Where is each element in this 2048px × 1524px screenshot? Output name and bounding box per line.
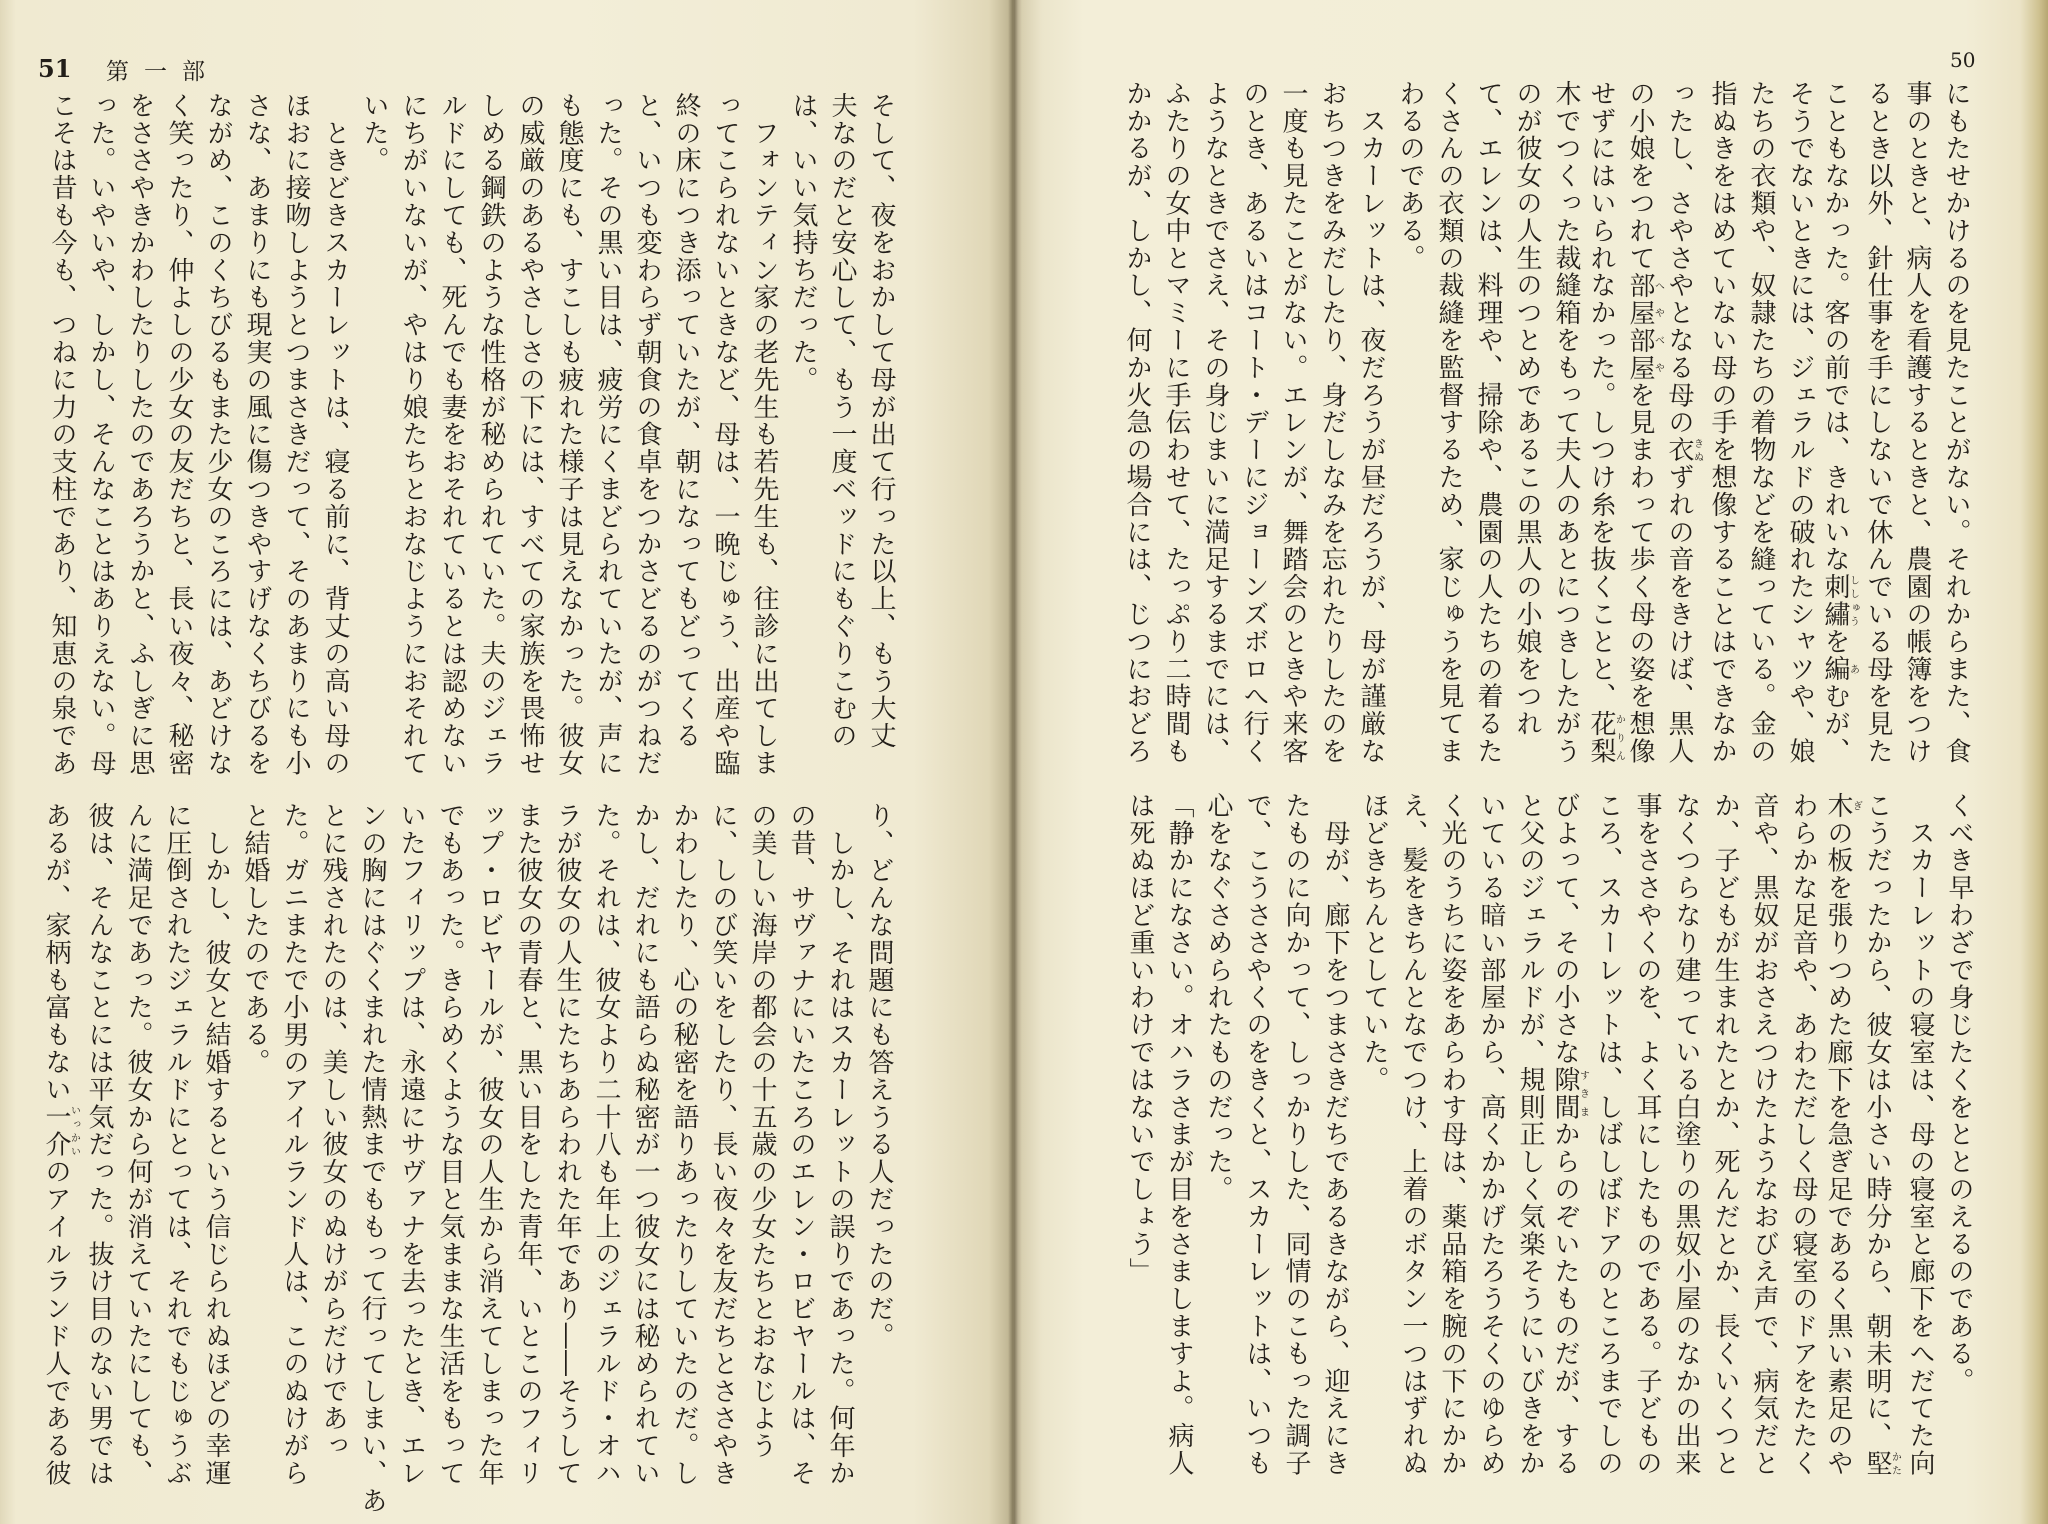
text-column: さな、あまりにも現実の風に傷つきやすげなくちびるを <box>242 92 272 777</box>
text-column: ルドにしても、死んでも妻をおそれているとは認めない <box>437 92 467 777</box>
text-column: をささやきかわしたりしたのであろうかと、ふしぎに思 <box>125 92 155 777</box>
furigana: べや <box>1652 326 1664 382</box>
text-run: を <box>1820 628 1850 656</box>
text-column <box>1624 80 1663 785</box>
text-column: は死ぬほど重いわけではないでしょう」 <box>1125 792 1155 1286</box>
text-column: 「静かになさい。オハラさまが目をさましますよ。病人 <box>1164 792 1194 1477</box>
text-run: ずれの音をきけば、黒人 <box>1664 463 1694 766</box>
text-column: と、いつも変わらず朝食の食卓をつかさどるのがつねだ <box>632 92 662 777</box>
text-column: 音や、黒奴がおさえつけたようなおびえ声で、病気だと <box>1749 792 1779 1477</box>
text-column: た。それは、彼女より二十八も年上のジェラルド・オハ <box>591 802 621 1487</box>
ruby-base: 部屋 <box>1625 271 1655 327</box>
text-column: にもたせかけるのを見たことがない。それからまた、食 <box>1941 80 1971 765</box>
ruby-word <box>1625 326 1664 382</box>
text-column: く光のうちに姿をあらわす母は、薬品箱を腕の下にかか <box>1437 792 1467 1477</box>
left-page <box>0 0 1014 1524</box>
ruby-base: 隙間 <box>1550 1066 1580 1121</box>
text-column: とに残されたのは、美しい彼女のぬけがらだけであっ <box>318 802 348 1460</box>
book-gutter <box>1008 0 1018 1524</box>
text-column: いたフィリップは、永遠にサヴァナを去ったとき、エレ <box>396 802 426 1487</box>
text-column: わるのである。 <box>1395 80 1425 272</box>
text-column: かし、だれにも語らぬ秘密が一つ彼女には秘められてい <box>630 802 660 1487</box>
ruby-word <box>1862 1449 1901 1478</box>
text-column: 心をなぐさめられたものだった。 <box>1203 792 1233 1203</box>
text-run: びよって、その小さな <box>1550 792 1580 1066</box>
text-column: くべき早わざで身じたくをととのえるのである。 <box>1944 792 1974 1395</box>
ruby-word <box>1625 271 1664 327</box>
ruby-word <box>1820 655 1859 683</box>
text-run: こうだったから、彼女は小さい時分から、朝未明に、 <box>1862 792 1892 1450</box>
text-column: そして、夜をおかして母が出て行った以上、もう大丈 <box>866 92 896 750</box>
text-column: かわしたり、心の秘密を語りあったりしていたのだ。し <box>669 802 699 1487</box>
text-column: も態度にも、すこしも疲れた様子は見えなかった。彼女 <box>554 92 584 777</box>
upper-text-block <box>42 92 900 792</box>
text-column: の威厳のあるやさしさの下には、すべての家族を畏怖せ <box>515 92 545 777</box>
text-column: 事のときと、病人を看護するときと、農園の帳簿をつけ <box>1902 80 1932 765</box>
text-column: 夫なのだと安心して、もう一度ベッドにもぐりこむの <box>827 92 857 750</box>
page-number: 50 <box>1950 48 1976 72</box>
furigana: へや <box>1652 271 1664 327</box>
text-column <box>1819 80 1858 785</box>
ruby-base: 堅 <box>1862 1449 1892 1478</box>
text-column: え、髪をきちんとなでつけ、上着のボタン一つはずれぬ <box>1398 792 1428 1477</box>
furigana: かた <box>1889 1449 1901 1477</box>
text-column: ふたりの女中とマミーに手伝わせて、たっぷり二時間も <box>1161 80 1191 765</box>
text-run: せずにはいられなかった。しつけ糸を抜くことと、 <box>1586 80 1616 711</box>
text-column: は、いい気持ちだった。 <box>788 92 818 394</box>
text-column: の昔、サヴァナにいたころのエレン・ロビヤールは、そ <box>786 802 816 1487</box>
text-column: の美しい海岸の都会の十五歳の少女たちとおなじよう <box>747 802 777 1460</box>
ruby-base: 衣 <box>1664 436 1694 464</box>
text-column: スカーレットの寝室は、母の寝室と廊下をへだてた向 <box>1905 792 1935 1477</box>
text-column: 木でつくった裁縫箱をもって夫人のあとにつきしたがう <box>1551 80 1581 765</box>
text-run: からのぞいたものだが、する <box>1550 1120 1580 1478</box>
furigana: きぬ <box>1691 436 1703 464</box>
ruby-base: 木 <box>1823 792 1853 820</box>
ruby-base: 編 <box>1820 655 1850 683</box>
text-column: ながめ、このくちびるもまた少女のころには、あどけな <box>203 92 233 777</box>
text-column: ってこられないときなど、母は、一晩じゅう、出産や臨 <box>710 92 740 777</box>
text-column: いた。 <box>359 92 389 175</box>
text-column: また彼女の青春と、黒い目をした青年、いとこのフィリ <box>513 802 543 1487</box>
furigana: いっかい <box>68 1103 80 1159</box>
text-column: ほおに接吻しようとつまさきだって、そのあまりにも小 <box>281 92 311 777</box>
text-column <box>1861 792 1900 1512</box>
text-column: おちつきをみだしたり、身だしなみを忘れたりしたのを <box>1317 80 1347 765</box>
text-column: ときどきスカーレットは、寝る前に、背丈の高い母の <box>320 92 350 777</box>
ruby-base: 刺繡 <box>1820 573 1850 629</box>
ruby-base: 一介 <box>41 1103 71 1159</box>
ruby-word <box>1820 573 1859 629</box>
ruby-word <box>1664 436 1703 464</box>
text-column: と父のジェラルドが、規則正しく気楽そうにいびきをか <box>1515 792 1545 1477</box>
text-column: わらかな足音や、あわただしく母の寝室のドアをたたく <box>1788 792 1818 1477</box>
text-column <box>1549 792 1588 1512</box>
ruby-word <box>1550 1066 1589 1121</box>
text-column: った。その黒い目は、疲労にくまどられていたが、声に <box>593 92 623 777</box>
text-column: ンの胸にはぐくまれた情熱までももって行ってしまい、あ <box>357 802 387 1515</box>
lower-text-block <box>1120 792 1978 1512</box>
text-column: かかるが、しかし、何か火急の場合には、じつにおどろ <box>1122 80 1152 765</box>
upper-text-block <box>1117 80 1975 785</box>
text-run: こともなかった。客の前では、きれいな <box>1820 80 1850 574</box>
text-column: で、こうささやくのをきくと、スカーレットは、いつも <box>1242 792 1272 1477</box>
text-column: こそは昔も今も、つねに力の支柱であり、知恵の泉であ <box>47 92 77 777</box>
lower-text-block <box>40 802 898 1517</box>
text-column: 終の床につき添っていたが、朝になってもどってくる <box>671 92 701 750</box>
right-page <box>1014 0 2048 1524</box>
text-column: ラが彼女の人生にたちあらわれた年であり――そうして <box>552 802 582 1487</box>
page-number: 51 <box>38 54 72 83</box>
text-column: ころ、スカーレットは、しばしばドアのところまでしの <box>1593 792 1623 1477</box>
text-column: ほどきちんとしていた。 <box>1359 792 1389 1094</box>
text-run: のアイルランド人である彼 <box>41 1158 71 1488</box>
text-column: くさんの衣類の裁縫を監督するため、家じゅうを見てま <box>1434 80 1464 765</box>
text-column: 事をささやくのを、よく耳にしたものである。子どもの <box>1632 792 1662 1477</box>
ruby-word <box>1586 710 1625 766</box>
text-column: でもあった。きらめくような目と気ままな生活をもって <box>435 802 465 1487</box>
text-run: の板を張りつめた廊下を急ぎ足であるく黒い素足のや <box>1823 819 1853 1478</box>
text-run: ったし、さやさやとなる母の <box>1664 80 1694 437</box>
text-column: なくつらなり建っている白塗りの黒奴小屋のなかの出来 <box>1671 792 1701 1477</box>
text-column: く笑ったり、仲よしの少女の友だちと、長い夜々、秘密 <box>164 92 194 777</box>
furigana: ぎ <box>1850 792 1862 820</box>
text-column: て、エレンは、料理や、掃除や、農園の人たちの着るた <box>1473 80 1503 765</box>
text-column: った。いやいや、しかし、そんなことはありえない。母 <box>86 92 116 777</box>
text-column: たちの衣類や、奴隷たちの着物などを縫っている。金の <box>1746 80 1776 765</box>
text-column: のが彼女の人生のつとめであるこの黒人の小娘をつれ <box>1512 80 1542 738</box>
text-column: り、どんな問題にも答えうる人だったのだ。 <box>864 802 894 1350</box>
ruby-base: 花梨 <box>1586 710 1616 766</box>
text-column: しかし、彼女と結婚するという信じられぬほどの幸運 <box>201 802 231 1487</box>
text-column: るとき以外、針仕事を手にしないで休んでいる母を見た <box>1863 80 1893 765</box>
ruby-word <box>41 1103 80 1159</box>
running-head: 第一部 <box>106 59 220 85</box>
text-run: むが、 <box>1820 682 1850 766</box>
text-column: ようなときでさえ、その身じまいに満足するまでには、 <box>1200 80 1230 765</box>
text-column <box>1663 80 1702 785</box>
furigana: かりん <box>1613 710 1625 765</box>
ruby-word <box>1823 792 1862 820</box>
text-column <box>1585 80 1624 785</box>
text-column: しめる鋼鉄のような性格が秘められていた。夫のジェラ <box>476 92 506 777</box>
text-run: あるが、家柄も富もない <box>41 802 71 1104</box>
text-column: スカーレットは、夜だろうが昼だろうが、母が謹厳な <box>1356 80 1386 765</box>
text-column: か、子どもが生まれたとか、死んだとか、長くいくつと <box>1710 792 1740 1477</box>
text-column: 指ぬきをはめていない母の手を想像することはできなか <box>1707 80 1737 765</box>
text-column: に、しのび笑いをしたり、長い夜々を友だちとささやき <box>708 802 738 1487</box>
text-run: の小娘をつれて <box>1625 80 1655 272</box>
text-column: 彼は、そんなことには平気だった。抜け目のない男では <box>84 802 114 1487</box>
text-column: のとき、あるいはコート・デーにジョーンズボロへ行く <box>1239 80 1269 765</box>
text-column: たものに向かって、しっかりした、同情のこもった調子 <box>1281 792 1311 1477</box>
text-column <box>1822 792 1861 1512</box>
text-column: ップ・ロビヤールが、彼女の人生から消えてしまった年 <box>474 802 504 1487</box>
text-column: に圧倒されたジェラルドにとっては、それでもじゅうぶ <box>162 802 192 1487</box>
text-column <box>40 802 79 1517</box>
text-run: を見まわって歩く母の姿を想像 <box>1625 381 1655 766</box>
text-column: にちがいないが、やはり娘たちとおなじようにおそれて <box>398 92 428 777</box>
text-column: んに満足であった。彼女から何が消えていたにしても、 <box>123 802 153 1487</box>
furigana: すきま <box>1577 1066 1589 1121</box>
ruby-base: 部屋 <box>1625 326 1655 382</box>
text-column: いている暗い部屋から、高くかかげたろうそくのゆらめ <box>1476 792 1506 1477</box>
text-column: フォンティン家の老先生も若先生も、往診に出てしま <box>749 92 779 777</box>
text-column: 母が、廊下をつまさきだちであるきながら、迎えにき <box>1320 792 1350 1477</box>
furigana: ししゅう <box>1847 573 1859 628</box>
text-column: た。ガニまたで小男のアイルランド人は、このぬけがら <box>279 802 309 1487</box>
text-column: しかし、それはスカーレットの誤りであった。何年か <box>825 802 855 1487</box>
furigana: あ <box>1847 655 1859 683</box>
text-column: と結婚したのである。 <box>240 802 270 1076</box>
text-column: そうでないときには、ジェラルドの破れたシャツや、娘 <box>1785 80 1815 765</box>
text-column: 一度も見たことがない。エレンが、舞踏会のときや来客 <box>1278 80 1308 765</box>
